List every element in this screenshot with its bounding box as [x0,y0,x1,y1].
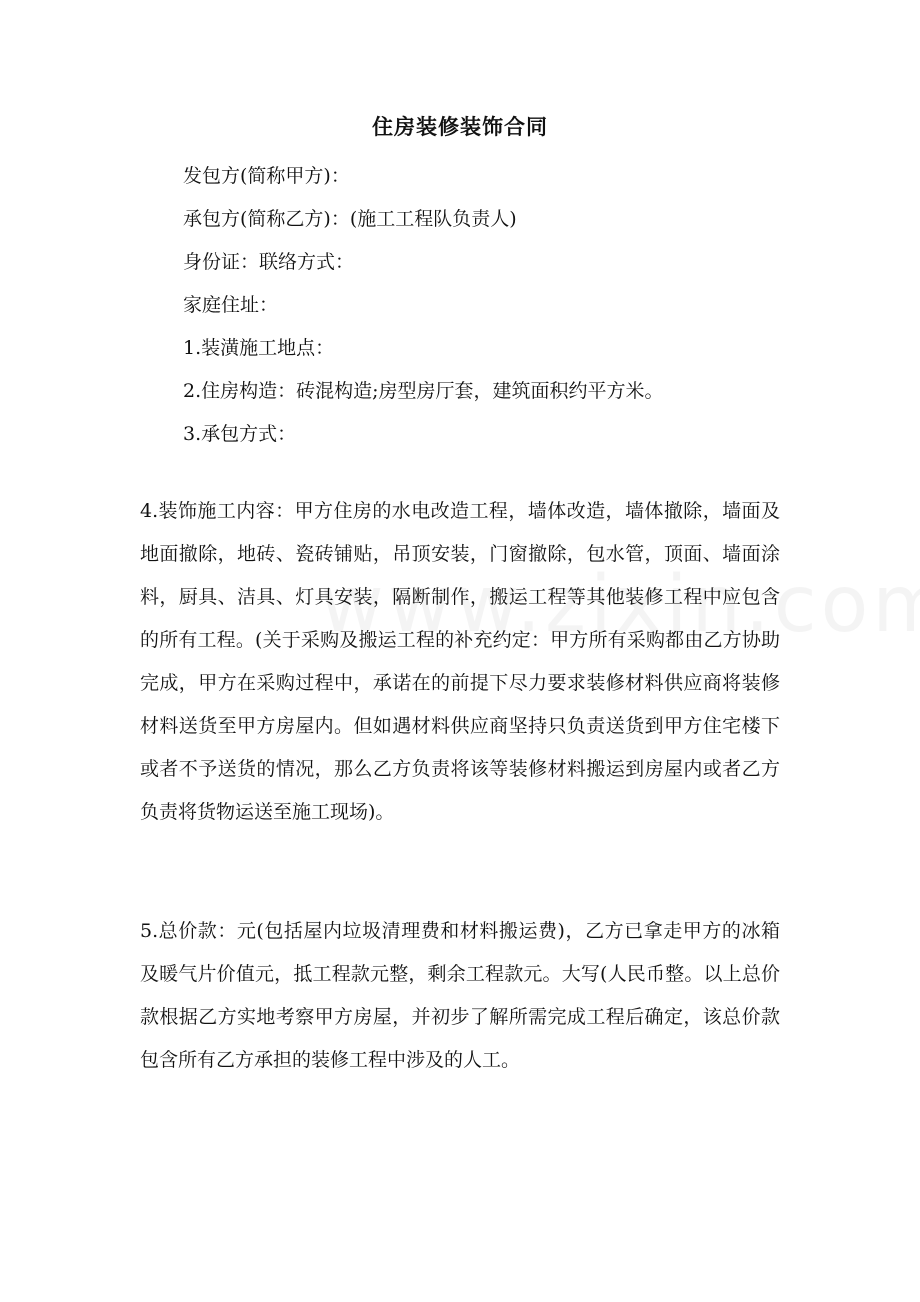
clause-5-total-price: 5.总价款：元(包括屋内垃圾清理费和材料搬运费)，乙方已拿走甲方的冰箱及暖气片价值元，抵工程款元整，剩余工程款元。大写(人民币整。以上总价款根据乙方实地考察甲方房屋，并初步了解所需完成工程后确定，该总价款包含所有乙方承担的装修工程中涉及的人工。 [140,920,780,1071]
home-address-line: 家庭住址： [183,294,279,316]
party-b-line: 承包方(简称乙方)：(施工工程队负责人) [183,208,517,230]
party-a-line: 发包方(简称甲方)： [183,165,350,187]
clause-4-construction-content: 4.装饰施工内容：甲方住房的水电改造工程，墙体改造，墙体撤除，墙面及地面撤除，地砖、瓷砖铺贴，吊顶安装，门窗撤除，包水管，顶面、墙面涂料，厨具、洁具、灯具安装，隔断制作，搬运工程等其他装修工程中应包含的所有工程。(关于采购及搬运工程的补充约定：甲方所有采购都由乙方协助完成，甲方在采购过程中，承诺在的前提下尽力要求装修材料供应商将装修材料送货至甲方房屋内。但如遇材料供应商坚持只负责送货到甲方住宅楼下或者不予送货的情况，那么乙方负责将该等装修材料搬运到房屋内或者乙方负责将货物运送至施工现场)。 [140,500,780,823]
document-title: 住房装修装饰合同 [372,114,548,139]
contract-header-fields [183,155,823,456]
clause-1-site: 1.装潢施工地点： [183,337,335,359]
clause-2-structure: 2.住房构造：砖混构造;房型房厅套，建筑面积约平方米。 [183,380,664,402]
id-contact-line: 身份证：联络方式： [183,251,355,273]
clause-3-contract-method: 3.承包方式： [183,423,297,445]
